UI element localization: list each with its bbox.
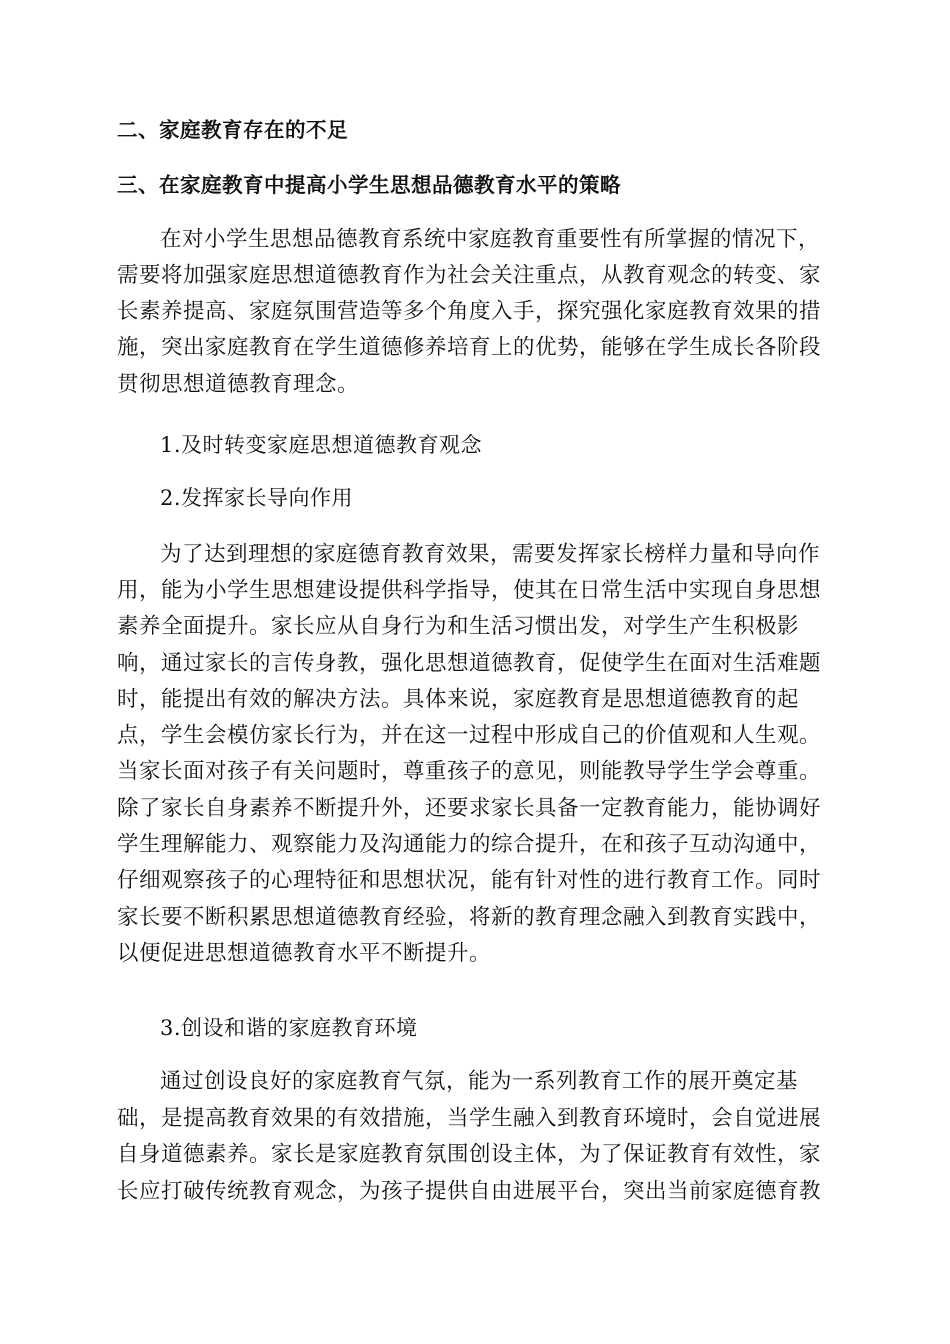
paragraph-line: 贯彻思想道德教育理念。: [117, 372, 360, 397]
paragraph-line: 学生理解能力、观察能力及沟通能力的综合提升，在和孩子互动沟通中，: [117, 832, 822, 857]
paragraph-line: 除了家长自身素养不断提升外，还要求家长具备一定教育能力，能协调好: [117, 796, 822, 821]
section-heading-2: 二、家庭教育存在的不足: [117, 118, 348, 142]
paragraph-line: 以便促进思想道德教育水平不断提升。: [117, 941, 492, 966]
paragraph-line: 仔细观察孩子的心理特征和思想状况，能有针对性的进行教育工作。同时: [117, 868, 822, 893]
paragraph-line: 自身道德素养。家长是家庭教育氛围创设主体，为了保证教育有效性，家: [117, 1142, 822, 1167]
paragraph-line: 长素养提高、家庭氛围营造等多个角度入手，探究强化家庭教育效果的措: [117, 299, 822, 324]
paragraph-line: 需要将加强家庭思想道德教育作为社会关注重点，从教育观念的转变、家: [117, 263, 822, 288]
subheading-3: 3.创设和谐的家庭教育环境: [160, 1016, 418, 1040]
paragraph-line: 当家长面对孩子有关问题时，尊重孩子的意见，则能教导学生学会尊重。: [117, 759, 822, 784]
paragraph-line: 施，突出家庭教育在学生道德修养培育上的优势，能够在学生成长各阶段: [117, 335, 822, 360]
subheading-1: 1.及时转变家庭思想道德教育观念: [160, 433, 483, 457]
paragraph-line: 点，学生会模仿家长行为，并在这一过程中形成自己的价值观和人生观。: [117, 723, 822, 748]
paragraph-line: 时，能提出有效的解决方法。具体来说，家庭教育是思想道德教育的起: [117, 687, 800, 712]
paragraph-line: 素养全面提升。家长应从自身行为和生活习惯出发，对学生产生积极影: [117, 614, 800, 639]
paragraph-line: 响，通过家长的言传身教，强化思想道德教育，促使学生在面对生活难题: [117, 651, 822, 676]
paragraph-line: 用，能为小学生思想建设提供科学指导，使其在日常生活中实现自身思想: [117, 578, 822, 603]
paragraph-line: 长应打破传统教育观念，为孩子提供自由进展平台，突出当前家庭德育教: [117, 1179, 822, 1204]
subheading-2: 2.发挥家长导向作用: [160, 486, 354, 510]
paragraph-line: 在对小学生思想品德教育系统中家庭教育重要性有所掌握的情况下，: [160, 227, 821, 252]
paragraph-line: 家长要不断积累思想道德教育经验，将新的教育理念融入到教育实践中，: [117, 905, 822, 930]
paragraph-line: 础，是提高教育效果的有效措施，当学生融入到教育环境时，会自觉进展: [117, 1106, 822, 1131]
section-heading-3: 三、在家庭教育中提高小学生思想品德教育水平的策略: [117, 173, 621, 197]
paragraph-line: 为了达到理想的家庭德育教育效果，需要发挥家长榜样力量和导向作: [160, 542, 821, 567]
paragraph-line: 通过创设良好的家庭教育气氛，能为一系列教育工作的展开奠定基: [160, 1069, 799, 1094]
